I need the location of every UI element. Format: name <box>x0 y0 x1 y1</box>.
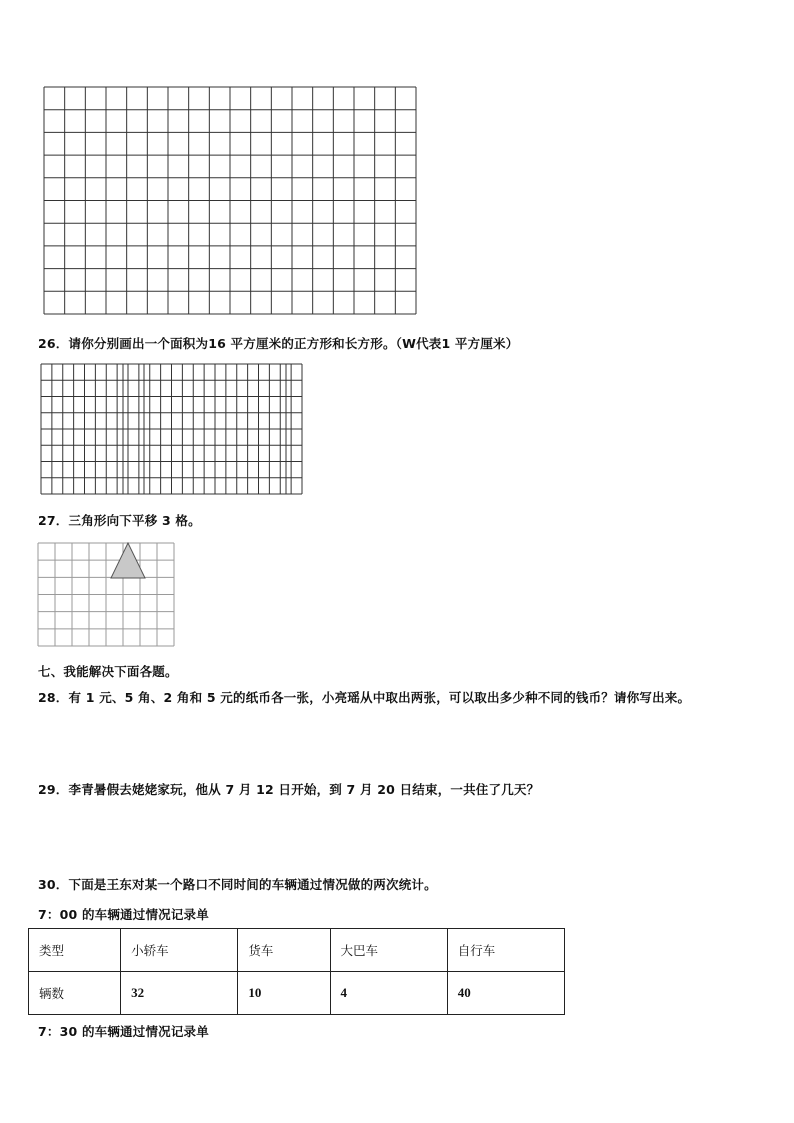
vehicle-table-700 <box>28 928 565 1015</box>
value-truck: 10 <box>238 972 330 1015</box>
value-bus: 4 <box>330 972 447 1015</box>
table-data-row <box>29 972 565 1015</box>
table-1-title: 7：00 的车辆通过情况记录单 <box>38 907 209 922</box>
value-bicycle: 40 <box>447 972 564 1015</box>
value-car: 32 <box>121 972 238 1015</box>
question-29: 29．李青暑假去姥姥家玩，他从 7 月 12 日开始，到 7 月 20 日结束，一共住了几天？ <box>38 782 540 797</box>
q26-grid <box>41 364 303 495</box>
top-grid <box>44 87 417 315</box>
table-header-row <box>29 929 565 972</box>
header-cell-bus: 大巴车 <box>330 929 447 972</box>
section-7-heading: 七、我能解决下面各题。 <box>38 664 178 679</box>
table-2-title: 7：30 的车辆通过情况记录单 <box>38 1024 209 1039</box>
q27-grid <box>38 543 175 647</box>
row-label-count: 辆数 <box>29 972 121 1015</box>
header-cell-truck: 货车 <box>238 929 330 972</box>
question-30: 30．下面是王东对某一个路口不同时间的车辆通过情况做的两次统计。 <box>38 877 437 892</box>
header-cell-bicycle: 自行车 <box>447 929 564 972</box>
header-cell-car: 小轿车 <box>121 929 238 972</box>
header-cell-type: 类型 <box>29 929 121 972</box>
question-28: 28．有 1 元、5 角、2 角和 5 元的纸币各一张，小亮瑶从中取出两张，可以取出多少种不同的钱币？请你写出来。 <box>38 690 691 705</box>
question-26: 26．请你分别画出一个面积为16 平方厘米的正方形和长方形。（W代表1 平方厘米） <box>38 336 519 351</box>
question-27: 27．三角形向下平移 3 格。 <box>38 513 201 528</box>
